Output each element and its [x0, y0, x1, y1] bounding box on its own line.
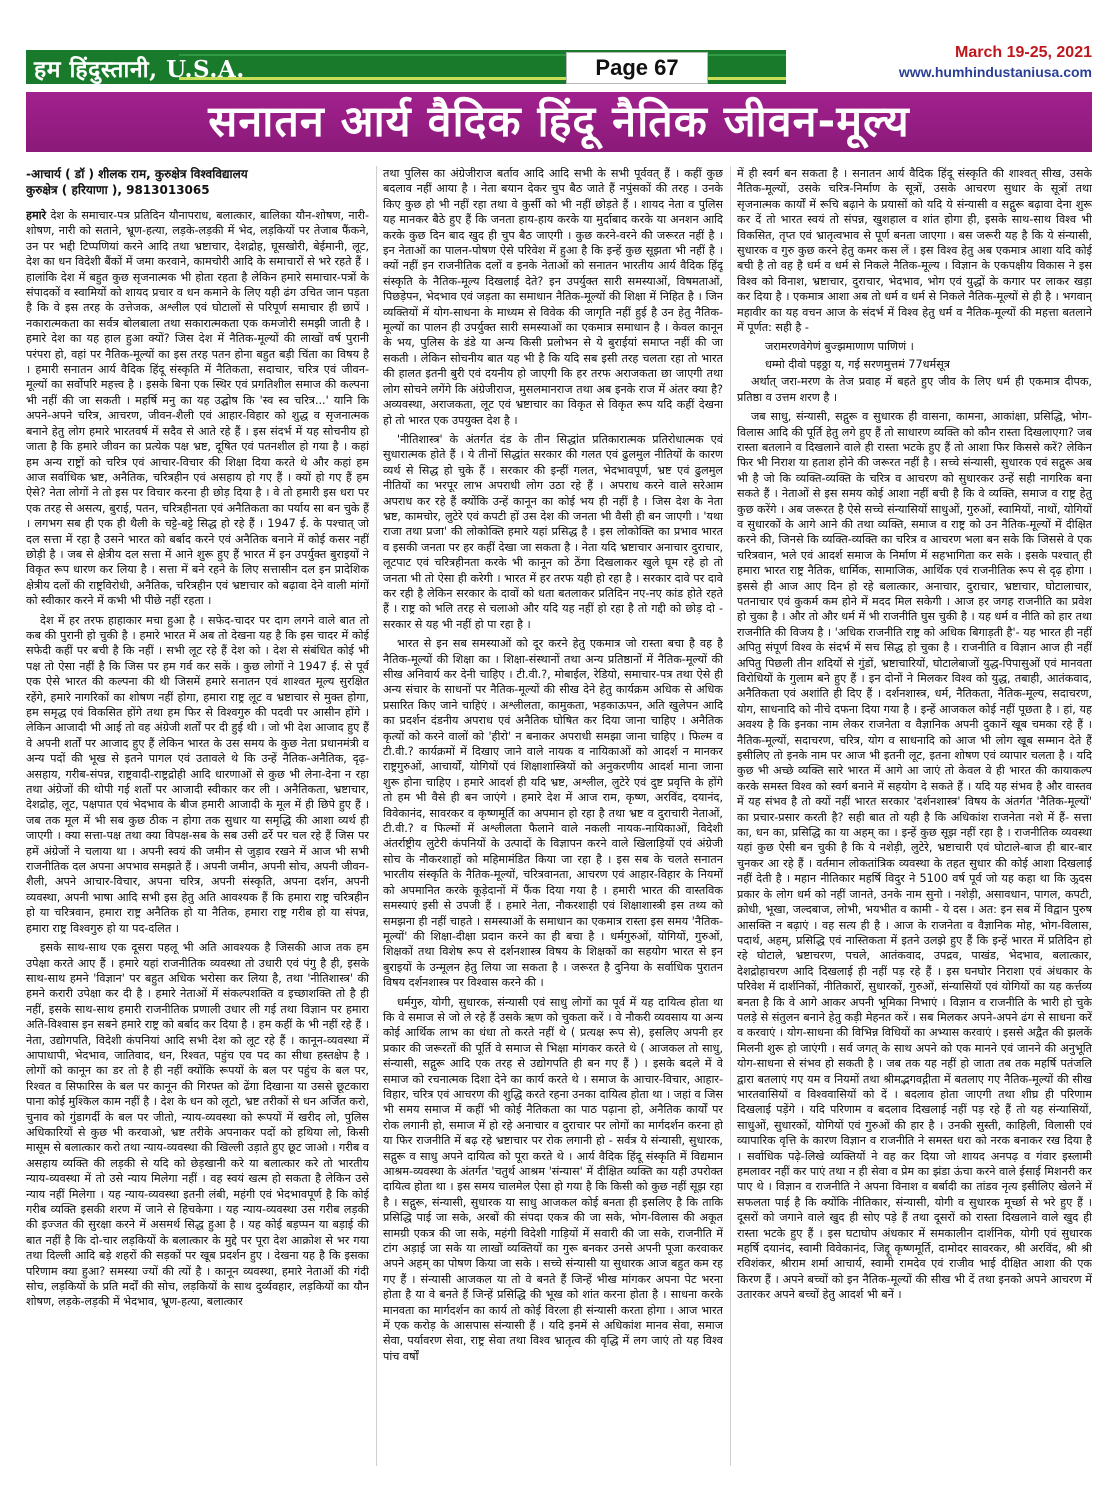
verse-line: जरामरणवेगेणं बुज्झमाणाण पाणिणं । — [765, 340, 914, 354]
publication-name: हम हिंदुस्तानी, U.S.A. — [34, 56, 245, 83]
column-divider — [730, 166, 731, 1466]
article-paragraph: 'नीतिशास्त्र' के अंतर्गत दंड के तीन सिद्धांत प्रतिकारात्मक प्रतिरोधात्मक एवं सुधारात्मक होते हैं । ये तीनों सिद्धांत सरकार की गलत एवं ढुलमुल नीतियों के कारण व्यर्थ से सिद्ध हो चुके हैं । सरकार की इन्हीं गलत, भेदभावपूर्ण, भ्रष्ट एवं ढुलमुल नीतियों का भरपूर लाभ अपराधी लोग उठा रहे हैं । अपराध करने वाले सरेआम अपराध कर रहे हैं क्योंकि उन्हें कानून का कोई भय ही नहीं है । जिस देश के नेता भ्रष्ट, कामचोर, लुटेरे एवं कपटी हों उस देश की जनता भी वैसी ही बन जाएगी । 'यथा राजा तथा प्रजा' की लोकोक्ति हमारे यहां प्रसिद्ध है । इस लोकोक्ति का प्रभाव भारत व इसकी जनता पर हर कहीं देखा जा सकता है । नेता यदि भ्रष्टाचार अनाचार दुराचार, लूटपाट एवं चरित्रहीनता करके भी कानून को ठेंगा दिखलाकर खुले घूम रहे हो तो जनता भी तो ऐसा ही करेगी । भारत में हर तरफ यही हो रहा है । सरकार दावे पर दावे कर रही है लेकिन सरकार के दावों को धता बतलाकर प्रतिदिन नए-नए कांड होते रहते हैं । राष्ट्र को भलि तरह से चलाओ और यदि यह नहीं हो रहा है तो गद्दी को छोड़ दो - सरकार से यह भी नहीं हो पा रहा है । — [383, 432, 723, 631]
paragraph-text: देश के समाचार-पत्र प्रतिदिन यौनापराध, बलात्कार, बालिका यौन-शोषण, नारी-शोषण, नारी को सताने, भ्रूण-हत्या, लड़के-लड़की में भेद, लड़कियों पर तेजाब फैंकने, उन पर भद्दी टिप्पणियां करने आदि तथा भ्रष्टाचार, देशद्रोह, घूसखोरी, बेईमानी, लूट, देश का धन विदेशी बैंकों में जमा करवाने, कामचोरी आदि के समाचारों से भरे रहते हैं । हालांकि देश में बहुत कुछ सृजनात्मक भी होता रहता है लेकिन हमारे समाचार-पत्रों के संपादकों व स्वामियों को शायद प्रचार व धन कमाने के लिए यही ढंग उचित जान पड़ता है कि वे इस तरह के उत्तेजक, अश्लील एवं घोटालों से परिपूर्ण समाचार ही छापें । नकारात्मकता का सर्वत्र बोलबाला तथा सकारात्मकता एक कमजोरी समझी जाती है । हमारे देश का यह हाल हुआ क्यों? जिस देश में नैतिक-मूल्यों की लाखों वर्ष पुरानी परंपरा हो, वहां पर नैतिक-मूल्यों का इस तरह पतन होना बहुत बड़ी चिंता का विषय है । हमारी सनातन आर्य वैदिक हिंदू संस्कृति में नैतिकता, सदाचार, चरित्र एवं जीवन-मूल्यों का सर्वोपरि महत्त्व है । इसके बिना एक स्थिर एवं प्रगतिशील समाज की कल्पना भी नहीं की जा सकती । महर्षि मनु का यह उद्घोष कि 'स्व स्व चरित्र...' यानि कि अपने-अपने चरित्र, आचरण, जीवन-शैली एवं आहार-विहार को शुद्ध व सृजनात्मक बनाने हेतु लोग हमारे भारतवर्ष में सदैव से आते रहे हैं । इस संदर्भ में यह सोचनीय हो जाता है कि हमारे जीवन का प्रत्येक पक्ष भ्रष्ट, दूषित एवं पतनशील हो गया है । कहां हम अन्य राष्ट्रों को चरित्र एवं आचार-विचार की शिक्षा दिया करते थे और कहां हम आज सर्वाधिक भ्रष्ट, अनैतिक, चरित्रहीन एवं असहाय हो गए हैं । क्यों हो गए हैं हम ऐसे? नेता लोगों ने तो इस पर विचार करना ही छोड़ दिया है । वे तो हमारी इस धरा पर एक तरह से असत्य, बुराई, पतन, चरित्रहीनता एवं अनैतिकता का पर्याय सा बन चुके हैं । लगभग सब ही एक ही थैली के चट्टे-बट्टे सिद्ध हो रहे हैं । 1947 ई. के पश्चात् जो दल सत्ता में रहा है उसने भारत को बर्बाद करने एवं अनैतिक बनाने में कोई कसर नहीं छोड़ी है । जब से क्षेत्रीय दल सत्ता में आने शुरू हुए हैं भारत में इन उपर्युक्त बुराइयों ने विकृत रूप धारण कर लिया है । सत्ता में बने रहने के लिए सत्तासीन दल इन प्रादेशिक क्षेत्रीय दलों की राष्ट्रविरोधी, अनैतिक, चरित्रहीन एवं भ्रष्टाचार को बढ़ावा देने वाली मांगों को स्वीकार करने में कभी भी पीछे नहीं रहता । — [26, 209, 369, 608]
page-number: Page 67 — [566, 52, 708, 84]
author-line: -आचार्य ( डॉ ) शीलक राम, कुरुक्षेत्र विश्वविद्यालय — [26, 167, 248, 181]
article-paragraph: जब साधु, संन्यासी, सद्गुरू व सुधारक ही वासना, कामना, आकांक्षा, प्रसिद्धि, भोग-विलास आदि की पूर्ति हेतु लगे हुए हैं तो साधारण व्यक्ति को कौन रास्ता दिखलाएगा? जब रास्ता बतलाने व दिखलाने वाले ही रास्ता भटके हुए हैं तो आशा फिर किससे करें? लेकिन फिर भी निराश या हताश होने की जरूरत नहीं है । सच्चे संन्यासी, सुधारक एवं सद्गुरू अब भी है जो कि व्यक्ति-व्यक्ति के चरित्र व आचरण को सुधारकर उन्हें सही नागरिक बना सकते हैं । नेताओं से इस समय कोई आशा नहीं बची है कि वे व्यक्ति, समाज व राष्ट्र हेतु कुछ करेंगे । अब जरूरत है ऐसे सच्चे संन्यासियों साधुओं, गुरुओं, स्वामियों, नाथों, योगियों व सुधारकों के आगे आने की तथा व्यक्ति, समाज व राष्ट्र को उन नैतिक-मूल्यों में दीक्षित करने की, जिनसे कि व्यक्ति-व्यक्ति का चरित्र व आचरण भला बन सके कि जिससे वे एक चरित्रवान, भले एवं आदर्श समाज के निर्माण में सहभागिता कर सके । इसके पश्चात् ही हमारा भारत राष्ट्र नैतिक, धार्मिक, सामाजिक, आर्थिक एवं राजनीतिक रूप से दृढ़ होगा । इससे ही आज आए दिन हो रहे बलात्कार, अनाचार, दुराचार, भ्रष्टाचार, घोटालाचार, पतनाचार एवं कुकर्म कम होने में मदद मिल सकेगी । आज हर जगह राजनीति का प्रवेश हो चुका है । और तो और धर्म में भी राजनीति घुस चुकी है । यह धर्म व नीति को हार तथा राजनीति की विजय है । 'अधिक राजनीति राष्ट्र को अधिक बिगाड़ती है'- यह भारत ही नहीं अपितु संपूर्ण विश्व के संदर्भ में सच सिद्ध हो चुका है । राजनीति व विज्ञान आज ही नहीं अपितु पिछली तीन शदियों से गुंडों, भ्रष्टाचारियों, घोटालेबाजों युद्ध-पिपासुओं एवं मानवता विरोधियों के गुलाम बने हुए हैं । इन दोनों ने मिलकर विश्व को युद्ध, तबाही, आतंकवाद, अनैतिकता एवं अशांति ही दिए हैं । दर्शनशास्त्र, धर्म, नैतिकता, नैतिक-मूल्य, सदाचरण, योग, साधनादि को नीचे दफना दिया गया है । इन्हें आजकल कोई नहीं पूछता है । हां, यह अवश्य है कि इनका नाम लेकर राजनेता व वैज्ञानिक अपनी दुकानें खूब चमका रहे हैं । नैतिक-मूल्यों, सदाचरण, चरित्र, योग व साधनादि को आज भी लोग खूब सम्मान देते हैं इसीलिए तो इनके नाम पर आज भी इतनी लूट, इतना शोषण एवं व्यापार चलता है । यदि कुछ भी अच्छे व्यक्ति सारे भारत में आगे आ जाएं तो केवल वे ही भारत की कायाकल्प करके समस्त विश्व को स्वर्ग बनाने में सहयोग दे सकते हैं । यदि यह संभव है और वास्तव में यह संभव है तो क्यों नहीं भारत सरकार 'दर्शनशास्त्र' विषय के अंतर्गत 'नैतिक-मूल्यों' का प्रचार-प्रसार करती है? सही बात तो यही है कि अधिकांश राजनेता नशे में हैं- सत्ता का, धन का, प्रसिद्धि का या अहम् का । इन्हें कुछ सूझ नहीं रहा है । राजनीतिक व्यवस्था यहां कुछ ऐसी बन चुकी है कि ये नशेड़ी, लुटेरे, भ्रष्टाचारी एवं घोटाले-बाज ही बार-बार चुनकर आ रहे हैं । वर्तमान लोकतांत्रिक व्यवस्था के तहत सुधार की कोई आशा दिखलाई नहीं देती है । महान नीतिकार महर्षि विदुर ने 5100 वर्ष पूर्व जो यह कहा था कि ऊ्रदस प्रकार के लोग धर्म को नहीं जानते, उनके नाम सुनो । नशेड़ी, असावधान, पागल, कपटी, क्रोधी, भूखा, जल्दबाज, लोभी, भयभीत व कामी - ये दस । अत: इन सब में विद्वान पुरुष आसक्ति न बढ़ाएं । वह सत्य ही है । आज के राजनेता व वैज्ञानिक मोह, भोग-विलास, पदार्थ, अहम्, प्रसिद्धि एवं नास्तिकता में इतने उलझे हुए हैं कि इन्हें भारत में प्रतिदिन हो रहे घोटाले, भ्रष्टाचरण, पचले, आतंकवाद, उपद्रव, पाखंड, भेदभाव, बलात्कार, देशद्रोहाचरण आदि दिखलाई ही नहीं पड़ रहे हैं । इस घनघोर निराशा एवं अंधकार के परिवेश में दार्शनिकों, नीतिकारों, सुधारकों, गुरुओं, संन्यासियों एवं योगियों का यह कर्त्तव्य बनता है कि वे आगे आकर अपनी भूमिका निभाएं । विज्ञान व राजनीति के भारी हो चुके पलड़े से संतुलन बनाने हेतु कड़ी मेहनत करें । सब मिलकर अपने-अपने ढंग से साधना करें व करवाएं । योग-साधना की विभिन्न विधियों का अभ्यास करवाएं । इससे अद्वैत की झलकें मिलनी शुरू हो जाएंगी । सर्व जगत् के साथ अपने को एक मानने एवं जानने की अनुभूति योग-साधना से संभव हो सकती है । जब तक यह नहीं हो जाता तब तक महर्षि पतंजलि द्वारा बतलाएं गए यम व नियमों तथा श्रीमद्भगवद्गीता में बतलाए गए नैतिक-मूल्यों की सीख भारतवासियों व विश्ववासियों को दें । बदलाव होता जाएगी तथा शीघ्र ही परिणाम दिखलाई पड़ेंगे । यदि परिणाम व बदलाव दिखलाई नहीं पड़ रहे हैं तो यह संन्यासियों, साधुओं, सुधारकों, योगियों एवं गुरुओं की हार है । उनकी सुस्ती, काहिली, विलासी एवं व्यापारिक वृत्ति के कारण विज्ञान व राजनीति ने समस्त धरा को नरक बनाकर रख दिया है । सर्वाधिक पढ़े-लिखे व्यक्तियों ने वह कर दिया जो शायद अनपढ़ व गंवार इस्लामी हमलावर नहीं कर पाएं तथा न ही सेवा व प्रेम का झंडा ऊंचा करने वाले ईसाई मिशनरी कर पाए थे । विज्ञान व राजनीति ने अपना विनाश व बर्बादी का तांडव नृत्य इसीलिए खेलने में सफलता पाई है कि क्योंकि नीतिकार, संन्यासी, योगी व सुधारक मूर्च्छा से भरे हुए हैं । दूसरों को जगाने वाले खुद ही सोए पड़े हैं तथा दूसरों को रास्ता दिखलाने वाले खुद ही रास्ता भटके हुए हैं । इस घटाघोप अंधकार में समकालीन दार्शनिक, योगी एवं सुधारक महर्षि दयानंद, स्वामी विवेकानंद, जिद्दू कृष्णमूर्ति, दामोदर सावरकर, श्री अरविंद, श्री श्री रविशंकर, श्रीराम शर्मा आचार्य, स्वामी रामदेव एवं राजीव भाई दीक्षित आशा की एक किरण हैं । अपने बच्चों को इन नैतिक-मूल्यों की सीख भी दें तथा इनको अपने आचरण में उतारकर अपने बच्चों हेतु आदर्श भी बनें । — [737, 410, 1092, 1302]
masthead — [26, 44, 1092, 88]
column-divider — [376, 166, 377, 1466]
article-paragraph: धर्मगुरु, योगी, सुधारक, संन्यासी एवं साधु लोगों का पूर्व में यह दायित्व होता था कि वे समाज से जो ले रहे हैं उसके ऋण को चुकता करें । वे नौकरी व्यवसाय या अन्य कोई आर्थिक लाभ का धंधा तो करते नहीं थे ( प्रत्यक्ष रूप से), इसलिए अपनी हर प्रकार की जरूरतों की पूर्ति वे समाज से भिक्षा मांगकर करते थे ( आजकल तो साधु, संन्यासी, सद्गुरू आदि एक तरह से उद्योगपति ही बन गए हैं ) । इसके बदले में वे समाज को रचनात्मक दिशा देने का कार्य करते थे । समाज के आचार-विचार, आहार-विहार, चरित्र एवं आचरण की शुद्धि करते रहना उनका दायित्व होता था । जहां व जिस भी समय समाज में कहीं भी कोई नैतिकता का पाठ पढ़ाना हो, अनैतिक कार्यों पर रोक लगानी हो, समाज में हो रहे अनाचार व दुराचार पर लोगों का मार्गदर्शन करना हो या फिर राजनीति में बढ़ रहे भ्रष्टाचार पर रोक लगानी हो - सर्वत्र ये संन्यासी, सुधारक, सद्गुरू व साधु अपने दायित्व को पूरा करते थे । आर्य वैदिक हिंदू संस्कृति में विद्यमान आश्रम-व्यवस्था के अंतर्गत 'चतुर्थ आश्रम 'संन्यास' में दीक्षित व्यक्ति का यही उपरोक्त दायित्व होता था । इस समय चालमेल ऐसा हो गया है कि किसी को कुछ नहीं सूझ रहा है । सद्गुरू, संन्यासी, सुधारक या साधु आजकल कोई बनता ही इसलिए है कि ताकि प्रसिद्धि पाई जा सके, अरबों की संपदा एकत्र की जा सके, भोग-विलास की अकूत सामग्री एकत्र की जा सके, महंगी विदेशी गाड़ियों में सवारी की जा सके, राजनीति में टांग अड़ाई जा सके या लाखों व्यक्तियों का गुरू बनकर उनसे अपनी पूजा करवाकर अपने अहम् का पोषण किया जा सके । सच्चे संन्यासी या सुधारक आज बहुत कम रह गए हैं । संन्यासी आजकल या तो वे बनते हैं जिन्हें भीख मांगकर अपना पेट भरना होता है या वे बनते हैं जिन्हें प्रसिद्धि की भूख को शांत करना होता है । साधना करके मानवता का मार्गदर्शन का कार्य तो कोई विरला ही संन्यासी करता होगा । आज भारत में एक करोड़ के आसपास संन्यासी हैं । यदि इनमें से अधिकांश मानव सेवा, समाज सेवा, पर्यावरण सेवा, राष्ट्र सेवा तथा विश्व भ्रातृत्व की वृद्धि में लग जाएं तो यह विश्व पांच वर्षों — [383, 995, 723, 1363]
lead-word: हमारे — [26, 209, 47, 222]
article-column-1 — [26, 166, 369, 1466]
article-paragraph: इसके साथ-साथ एक दूसरा पहलू भी अति आवश्यक है जिसकी आज तक हम उपेक्षा करते आए हैं । हमारे यहां राजनीतिक व्यवस्था तो उधारी एवं पंगु है ही, इसके साथ-साथ हमने 'विज्ञान' पर बहुत अधिक भरोसा कर लिया है, तथा 'नीतिशास्त्र' की हमने करारी उपेक्षा कर दी है । हमारे नेताओं में संकल्पशक्ति व इच्छाशक्ति तो है ही नहीं, इसके साथ-साथ हमारी राजनीतिक प्रणाली उधार ली गई तथा विज्ञान पर हमारा अति-विश्वास इन सबने हमारे राष्ट्र को बर्बाद कर दिया है । हम कहीं के भी नहीं रहे हैं । नेता, उद्योगपति, विदेशी कंपनियां आदि सभी देश को लूट रहे हैं । कानून-व्यवस्था में आपाधापी, भेदभाव, जातिवाद, धन, रिश्वत, पहुंच एव पद का सीधा हस्तक्षेप है । लोगों को कानून का डर तो है ही नहीं क्योंकि रूपयों के बल पर पहुंच के बल पर, रिश्वत व सिफारिस के बल पर कानून की गिरफ्त को ढेंगा दिखाना या उससे छूटकारा पाना कोई मुश्किल काम नहीं है । देश के धन को लूटो, भ्रष्ट तरीकों से धन अर्जित करो, चुनाव को गुंडागर्दी के बल पर जीतो, न्याय-व्यवस्था को रूपयों में खरीद लो, पुलिस अधिकारियों से कुछ भी करवाओ, भ्रष्ट तरीके अपनाकर पदों को हथिया लो, किसी मासूम से बलात्कार करो तथा न्याय-व्यवस्था की खिल्ली उड़ाते हुए छूट जाओ । गरीब व असहाय व्यक्ति की लड़की से यदि को छेड़खानी करे या बलात्कार करे तो भारतीय न्याय-व्यवस्था में तो उसे न्याय मिलेगा नहीं । वह स्वयं खत्म हो सकता है लेकिन उसे न्याय नहीं मिलेगा । यह न्याय-व्यवस्था इतनी लंबी, महंगी एवं भेदभावपूर्ण है कि कोई गरीब व्यक्ति इसकी शरण में जाने से हिचकेगा । यह न्याय-व्यवस्था उस गरीब लड़की की इज्जत की सुरक्षा करने में असमर्थ सिद्ध हुआ है । यह कोई बड़प्पन या बड़ाई की बात नहीं है कि दो-चार लड़कियों के बलात्कार के मुद्दे पर पूरा देश आक्रोश से भर गया तथा दिल्ली आदि बड़े शहरों की सड़कों पर खूब प्रदर्शन हुए । देखना यह है कि इसका परिणाम क्या हुआ? समस्या ज्यों की त्यों है । कानून व्यवस्था, हमारे नेताओं की गंदी सोच, लड़कियों के प्रति मर्दों की सोच, लड़कियों के साथ दुर्व्यवहार, लड़कियों का यौन शोषण, लड़के-लड़की में भेदभाव, भ्रूण-हत्या, बलात्कार — [26, 941, 369, 1309]
author-byline — [26, 166, 369, 198]
article-column-3 — [737, 166, 1092, 1466]
article-paragraph: में ही स्वर्ग बन सकता है । सनातन आर्य वैदिक हिंदू संस्कृति की शाश्वत् सीख, उसके नैतिक-मूल्यों, उसके चरित्र-निर्माण के सूत्रों, उसके आचरण सुधार के सूत्रों तथा सृजनात्मक कार्यों में रूचि बढ़ाने के प्रयासों को यदि ये संन्यासी व सद्गुरू बढ़ावा देना शुरू कर दें तो भारत स्वयं तो संपन्न, खुशहाल व शांत होगा ही, इसके साथ-साथ विश्व भी विकसित, तृप्त एवं भ्रातृत्वभाव से पूर्ण बनता जाएगा । बस जरूरी यह है कि ये संन्यासी, सुधारक व गुरु कुछ करने हेतु कमर कस लें । इस विश्व हेतु अब एकमात्र आशा यदि कोई बची है तो वह है धर्म व धर्म से निकले नैतिक-मूल्य । विज्ञान के एकपक्षीय विकास ने इस विश्व को विनाश, भ्रष्टाचार, दुराचार, भेदभाव, भोग एवं युद्धों के कगार पर लाकर खड़ा कर दिया है । एकमात्र आशा अब तो धर्म व धर्म से निकले नैतिक-मूल्यों से ही है । भगवान् महावीर का यह वचन आज के संदर्भ में विश्व हेतु धर्म व नैतिक-मूल्यों की महत्ता बतलाने में पूर्णत: सही है - — [737, 167, 1092, 335]
issue-date: March 19-25, 2021 — [955, 44, 1092, 61]
article-paragraph: तथा पुलिस का अंग्रेजीराज बर्ताव आदि आदि सभी के सभी पूर्ववत् हैं । कहीं कुछ बदलाव नहीं आया है । नेता बयान देकर चुप बैठ जाते हैं नपुंसकों की तरह । उनके किए कुछ हो भी नहीं रहा तथा वे कुर्सी को भी नहीं छोड़ते हैं । शायद नेता व पुलिस यह मानकर बैठे हुए हैं कि जनता हाय-हाय करके या मुर्दाबाद करके या अनशन आदि करके कुछ दिन बाद खुद ही चुप बैठ जाएगी । कुछ करने-वरने की जरूरत नहीं है । इन नेताओं का पालन-पोषण ऐसे परिवेश में हुआ है कि इन्हें कुछ सूझता भी नहीं है । क्यों नहीं इन राजनीतिक दलों व इनके नेताओं को सनातन भारतीय आर्य वैदिक हिंदू संस्कृति के नैतिक-मूल्य दिखलाई देते? इन उपर्युक्त सारी समस्याओं, विषमताओं, पिछड़ेपन, भेदभाव एवं जड़ता का समाधान नैतिक-मूल्यों की शिक्षा में निहित है । जिन व्यक्तियों में योग-साधना के माध्यम से विवेक की जागृति नहीं हुई है उन हेतु नैतिक-मूल्यों का पालन ही उपर्युक्त सारी समस्याओं का एकमात्र समाधान है । केवल कानून के भय, पुलिस के डंडे या अन्य किसी प्रलोभन से ये बुराईयां समाप्त नहीं की जा सकती । लेकिन सोचनीय बात यह भी है कि यदि सब इसी तरह चलता रहा तो भारत की हालत इतनी बुरी एवं दयनीय हो जाएगी कि हर तरफ अराजकता छा जाएगी तथा लोग सोचने लगेंगे कि अंग्रेजीराज, मुसलमानराज तथा अब इनके राज में अंतर क्या है? अव्यवस्था, अराजकता, लूट एवं भ्रष्टाचार का विकृत से विकृत रूप यदि कहीं देखना हो तो भारत एक उपयुक्त देश है । — [383, 167, 723, 427]
article-paragraph: देश में हर तरफ हाहाकार मचा हुआ है । सफेद-चादर पर दाग लगने वाले बात तो कब की पुरानी हो चुकी है । हमारे भारत में अब तो देखना यह है कि इस चादर में कोई सफेदी कहीं पर बची है कि नहीं । सभी लूट रहे हैं देश को । देश से संबंधित कोई भी पक्ष तो ऐसा नहीं है कि जिस पर हम गर्व कर सकें । कुछ लोगों ने 1947 ई. से पूर्व एक ऐसे भारत की कल्पना की थी जिसमें हमारे सनातन एवं शाश्वत मूल्य सुरक्षित रहेंगे, हमारे नागरिकों का शोषण नहीं होगा, हमारा राष्ट्र लूट व भ्रष्टाचार से मुक्त होगा, हम समृद्ध एवं विकसित होंगे तथा हम फिर से विश्वगुरु की पदवी पर आसीन होंगे । लेकिन आजादी भी आई तो वह अंग्रेजी शर्तों पर दी हुई थी । जो भी देश आजाद हुए हैं वे अपनी शर्तों पर आजाद हुए हैं लेकिन भारत के उस समय के कुछ नेता प्रधानमंत्री व अन्य पदों की भूख से इतने पागल एवं उतावले थे कि उन्हें नैतिक-अनैतिक, दृढ़-असहाय, गरीब-संपन्न, राष्ट्रवादी-राष्ट्रद्रोही आदि धारणाओं से कुछ भी लेना-देना न रहा तथा अंग्रेजों की थोपी गई शर्तों पर आजादी स्वीकार कर ली । अनैतिकता, भ्रष्टाचार, देशद्रोह, लूट, पक्षपात एवं भेदभाव के बीज हमारी आजादी के मूल में ही छिपे हुए हैं । जब तक मूल में भी सब कुछ ठीक न होगा तक सुधार या समृद्धि की आशा व्यर्थ ही जाएगी । क्या सत्ता-पक्ष तथा क्या विपक्ष-सब के सब उसी ढर्रे पर चल रहे हैं जिस पर हमें अंग्रेजों ने चलाया था । अपनी स्वयं की जमीन से जुड़ाव रखने में आज भी सभी राजनीतिक दल अपना अपभाव समझते हैं । अपनी जमीन, अपनी सोच, अपनी जीवन-शैली, अपने आचार-विचार, अपना चरित्र, अपनी संस्कृति, अपना दर्शन, अपनी व्यवस्था, अपनी भाषा आदि सभी इस हेतु अति आवश्यक हैं कि हमारा राष्ट्र चरित्रहीन हो या चरित्रवान, हमारा राष्ट्र अनैतिक हो या नैतिक, हमारा राष्ट्र गरीब हो या संपन्न, हमारा राष्ट्र विश्वगुरु हो या पद-दलित । — [26, 613, 369, 935]
website-link[interactable]: www.humhindustaniusa.com — [898, 64, 1092, 80]
article-column-2 — [383, 166, 723, 1466]
article-paragraph: अर्थात् जरा-मरण के तेज प्रवाह में बहते हुए जीव के लिए धर्म ही एकमात्र दीपक, प्रतिष्ठा व उत्तम शरण है । — [737, 375, 1092, 404]
article-headline: सनातन आर्य वैदिक हिंदू नैतिक जीवन-मूल्य — [26, 92, 1092, 152]
article-paragraph: भारत से इन सब समस्याओं को दूर करने हेतु एकमात्र जो रास्ता बचा है वह है नैतिक-मूल्यों की शिक्षा का । शिक्षा-संस्थानों तथा अन्य प्रतिष्ठानों में नैतिक-मूल्यों की सीख अनिवार्य कर देनी चाहिए । टी.वी.?, मोबाईल, रेडियो, समाचार-पत्र तथा ऐसे ही अन्य संचार के साधनों पर नैतिक-मूल्यों की सीख देने हेतु कार्यक्रम अधिक से अधिक प्रसारित किए जाने चाहिएं । अश्लीलता, कामुकता, भड़काऊपन, अति खुलेपन आदि का प्रदर्शन दंडनीय अपराध एवं अनैतिक घोषित कर दिया जाना चाहिए । अनैतिक कृत्यों को करने वालों को 'हीरो' न बनाकर अपराधी समझा जाना चाहिए । फिल्म व टी.वी.? कार्यक्रमों में दिखाए जाने वाले नायक व नायिकाओं को आदर्श न मानकर राष्ट्रगुरुओं, आचार्यों, योगियों एवं शिक्षाशास्त्रियों को अनुकरणीय आदर्श माना जाना शुरू होना चाहिए । हमारे आदर्श ही यदि भ्रष्ट, अश्लील, लुटेरे एवं दुष्ट प्रवृत्ति के होंगे तो हम भी वैसे ही बन जाएंगे । हमारे देश में आज राम, कृष्ण, अरविंद, दयानंद, विवेकानंद, सावरकर व कृष्णमूर्ति का अपमान हो रहा है तथा भ्रष्ट व दुराचारी नेताओं, टी.वी.? व फिल्मों में अश्लीलता फैलाने वाले नकली नायक-नायिकाओं, विदेशी अंतर्राष्ट्रीय लुटेरी कंपनियों के उत्पादों के विज्ञापन करने वाले खिलाड़ियों एवं अंग्रेजी सोच के नौकरशाहों को महिमामंडित किया जा रहा है । इस सब के चलते सनातन भारतीय संस्कृति के नैतिक-मूल्यों, चरित्रवानता, आचरण एवं आहार-विहार के नियमों को अपमानित करके कूड़ेदानों में फैंक दिया गया है । हमारी भारत की वास्तविक समस्याएं इसी से उपजी हैं । हमारे नेता, नौकरशाही एवं शिक्षाशास्त्री इस तथ्य को समझना ही नहीं चाहते । समस्याओं के समाधान का एकमात्र रास्ता इस समय 'नैतिक-मूल्यों' की शिक्षा-दीक्षा प्रदान करने का ही बचा है । धर्मगुरुओं, योगियों, गुरुओं, शिक्षकों तथा विशेष रूप से दर्शनशास्त्र विषय के शिक्षकों का सहयोग भारत से इन बुराइयों के उन्मूलन हेतु लिया जा सकता है । जरूरत है दुनिया के सर्वाधिक पुरातन विषय दर्शनशास्त्र पर विश्वास करने की । — [383, 637, 723, 990]
brand-banner — [26, 50, 786, 84]
article-paragraph — [26, 208, 369, 609]
verse-line: धम्मो दीवो पइठ्ठा य, गई सरणमुत्तमं 77धर्मसूत्र — [765, 357, 950, 371]
author-location: कुरुक्षेत्र ( हरियाणा ), 9813013065 — [26, 183, 210, 197]
